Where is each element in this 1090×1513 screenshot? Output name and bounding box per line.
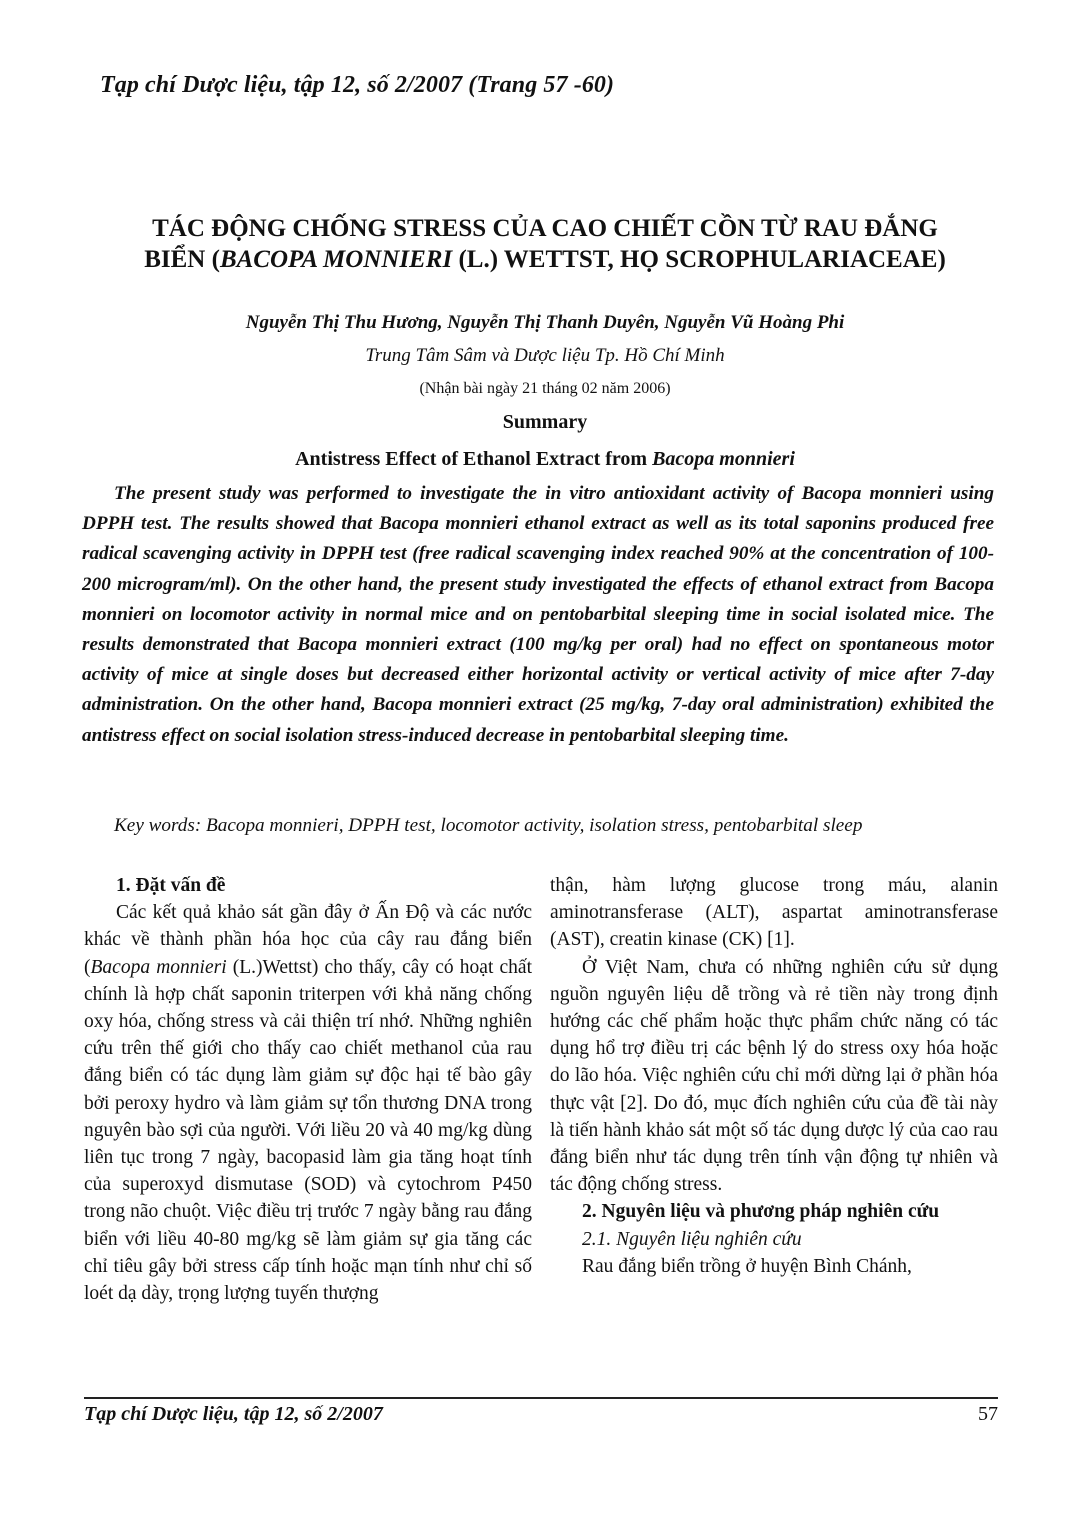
- paragraph-1-species: Bacopa monnieri: [90, 956, 227, 978]
- article-title: [120, 213, 970, 275]
- footer-journal: Tạp chí Dược liệu, tập 12, số 2/2007: [84, 1403, 383, 1425]
- title-part-2: (L.) WETTST, HỌ SCROPHULARIACEAE): [452, 246, 946, 273]
- abstract: The present study was performed to investigate the in vitro antioxidant activity of Bacopa monnieri using DPPH test. The results showed that Bacopa monnieri ethanol extract as well as its total saponins produced free radical scavenging activity in DPPH test (free radical scavenging index reached 90% at the concentration of 100-200 microgram/ml). On the other hand, the present study investigated the effects of ethanol extract from Bacopa monnieri on locomotor activity in normal mice and on pentobarbital sleeping time in social isolated mice. The results demonstrated that Bacopa monnieri extract (100 mg/kg per oral) had no effect on spontaneous motor activity of mice at single doses but decreased either horizontal activity or vertical activity of mice after 7-day administration. On the other hand, Bacopa monnieri extract (25 mg/kg, 7-day oral administration) exhibited the antistress effect on social isolation stress-induced decrease in pentobarbital sleeping time.: [82, 483, 994, 746]
- body-column-left: [84, 872, 532, 1307]
- keywords: Key words: Bacopa monnieri, DPPH test, locomotor activity, isolation stress, pentobarbital sleep: [114, 815, 863, 836]
- page-number: 57: [978, 1403, 998, 1425]
- summary-title-species: Bacopa monnieri: [652, 448, 795, 470]
- title-part-1: TÁC ĐỘNG CHỐNG STRESS CỦA CAO CHIẾT CỒN TỪ RAU ĐẮNG BIỂN (: [144, 215, 938, 273]
- affiliation: Trung Tâm Sâm và Dược liệu Tp. Hồ Chí Minh: [365, 345, 725, 366]
- paragraph-1: [84, 899, 532, 1307]
- body-column-right: [550, 872, 998, 1280]
- paragraph-1-text-a: Các kết quả khảo sát gần đây ở Ấn Độ và các nước khác về thành phần hóa học của cây rau đắng biển (: [84, 902, 532, 978]
- received-date: (Nhận bài ngày 21 tháng 02 năm 2006): [419, 380, 671, 397]
- authors: Nguyễn Thị Thu Hương, Nguyễn Thị Thanh Duyên, Nguyễn Vũ Hoàng Phi: [245, 312, 845, 333]
- summary-title: [120, 448, 970, 471]
- section-2-1-heading: 2.1. Nguyên liệu nghiên cứu: [582, 1228, 802, 1250]
- summary-title-main: Antistress Effect of Ethanol Extract from: [295, 448, 653, 470]
- paragraph-3: Rau đắng biển trồng ở huyện Bình Chánh,: [582, 1255, 912, 1277]
- title-species: BACOPA MONNIERI: [219, 246, 453, 273]
- footer-rule: [84, 1397, 998, 1399]
- paragraph-1-continued: thận, hàm lượng glucose trong máu, alanin aminotransferase (ALT), aspartat aminotransferase (AST), creatin kinase (CK) [1].: [550, 875, 998, 951]
- running-head: Tạp chí Dược liệu, tập 12, số 2/2007 (Trang 57 -60): [100, 72, 615, 98]
- section-1-heading: 1. Đặt vấn đề: [116, 875, 226, 896]
- summary-heading: Summary: [502, 411, 588, 433]
- section-2-heading: 2. Nguyên liệu và phương pháp nghiên cứu: [582, 1201, 940, 1223]
- paragraph-1-text-b: (L.)Wettst) cho thấy, cây có hoạt chất chính là hợp chất saponin triterpen với khả năng chống oxy hóa, chống stress và cải thiện trí nhớ. Những nghiên cứu trên thế giới cho thấy cao chiết methanol của rau đắng biển có tác dụng làm giảm sự độc hại tế bào gây bởi peroxy hydro và làm giảm sự tổn thương DNA trong nguyên bào sợi của người. Với liều 20 và 40 mg/kg dùng liên tục trong 7 ngày, bacopasid làm gia tăng hoạt tính của superoxyd dismutase (SOD) và cytochrom P450 trong não chuột. Việc điều trị trước 7 ngày bằng rau đắng biển với liều 40-80 mg/kg sẽ làm giảm sự gia tăng các chỉ tiêu gây bởi stress cấp tính hoặc mạn tính như chỉ số loét dạ dày, trọng lượng tuyến thượng: [84, 956, 532, 1305]
- paragraph-2: Ở Việt Nam, chưa có những nghiên cứu sử dụng nguồn nguyên liệu dễ trồng và rẻ tiền này trong định hướng các chế phẩm hoặc thực phẩm chức năng có tác dụng hổ trợ điều trị các bệnh lý do stress oxy hóa hoặc do lão hóa. Việc nghiên cứu chỉ mới dừng lại ở phần hóa thực vật [2]. Do đó, mục đích nghiên cứu của đề tài này là tiến hành khảo sát một số tác dụng dược lý của cao rau đắng biển như tác dụng trên tính vận động tự nhiên và tác động chống stress.: [550, 956, 998, 1196]
